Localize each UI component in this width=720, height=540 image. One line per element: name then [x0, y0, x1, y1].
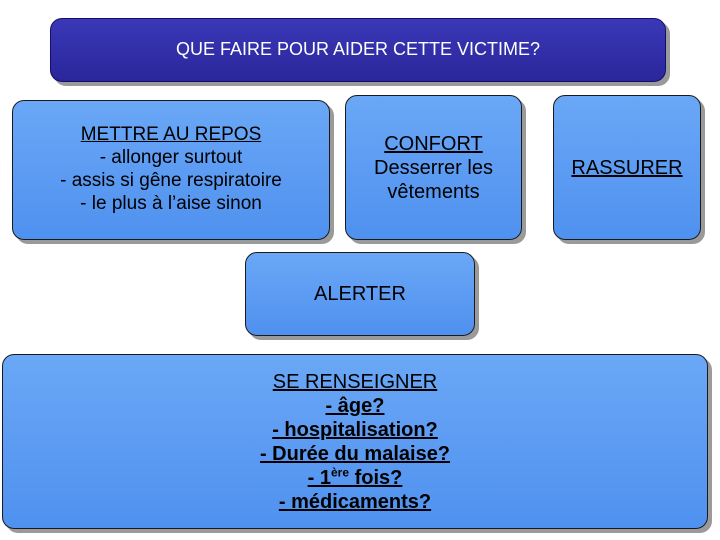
confort-box: [345, 95, 522, 240]
fois-superscript: ère: [330, 464, 350, 479]
repos-line: - le plus à l’aise sinon: [80, 192, 262, 214]
alerter-heading: ALERTER: [314, 283, 406, 305]
rassurer-heading: RASSURER: [571, 156, 683, 179]
alerter-box: [245, 252, 475, 336]
confort-line: vêtements: [387, 180, 480, 203]
renseigner-line: - Durée du malaise?: [259, 442, 451, 465]
fois-prefix: - 1: [307, 466, 331, 489]
renseigner-box: [2, 354, 708, 529]
rassurer-box: [553, 95, 701, 240]
renseigner-line: - médicaments?: [278, 490, 432, 513]
renseigner-line: - âge?: [325, 394, 385, 417]
fois-suffix: fois?: [349, 466, 403, 489]
renseigner-line: - hospitalisation?: [272, 418, 438, 441]
repos-heading: METTRE AU REPOS: [80, 124, 262, 146]
repos-box: [12, 100, 330, 240]
diagram-title: QUE FAIRE POUR AIDER CETTE VICTIME?: [175, 39, 541, 60]
confort-heading: CONFORT: [384, 132, 483, 155]
repos-line: - assis si gêne respiratoire: [60, 170, 282, 191]
renseigner-heading: SE RENSEIGNER: [272, 370, 438, 393]
title-box: [50, 18, 666, 82]
repos-line: - allonger surtout: [99, 147, 243, 169]
confort-line: Desserrer les: [374, 156, 493, 179]
renseigner-fois-line: [308, 466, 403, 490]
